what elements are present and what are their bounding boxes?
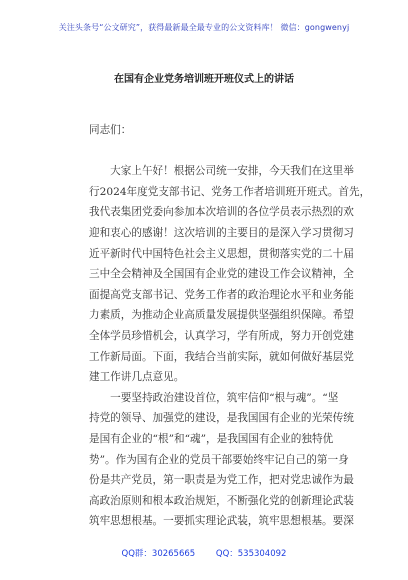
body-line: 筑牢思想根基。一要抓实理论武装，筑牢思想根基。要深	[89, 515, 354, 528]
body-line: 一要坚持政治建设首位，筑牢信仰“根与魂”。“坚	[89, 391, 339, 404]
body-line: 全体学员珍惜机会，认真学习，学有所成，努力开创党建	[89, 329, 354, 342]
footer-qq: QQ：535304092	[215, 549, 287, 559]
body-line: 持党的领导、加强党的建设，是我国国有企业的光荣传统	[89, 412, 354, 425]
document-body	[89, 120, 371, 532]
body-line: 力素质，为推动企业高质量发展提供坚强组织保障。希望	[89, 309, 354, 322]
body-line: 面提高党支部书记、党务工作者的政治理论水平和业务能	[89, 288, 354, 301]
body-line: 工作新局面。下面，我结合当前实际，就如何做好基层党	[89, 350, 354, 363]
body-line: 迎和衷心的感谢！这次培训的主要目的是深入学习贯彻习	[89, 226, 354, 239]
body-line: 三中全会精神及全国国有企业党的建设工作会议精神，全	[89, 268, 354, 281]
body-line: 近平新时代中国特色社会主义思想，贯彻落实党的二十届	[89, 247, 354, 260]
body-line: 建工作讲几点意见。	[89, 371, 185, 384]
body-line: 是国有企业的“根”和“魂”，是我国国有企业的独特优	[89, 432, 334, 445]
body-line: 大家上午好！根据公司统一安排，今天我们在这里举	[89, 165, 354, 178]
body-line	[89, 141, 329, 162]
body-line: 高政治原则和根本政治规矩，不断强化党的创新理论武装	[89, 494, 354, 507]
body-line: 行2024年度党支部书记、党务工作者培训班开班式。首先，	[89, 185, 371, 198]
header-banner: 关注头条号“公文研究”，获得最新最全最专业的公文资料库！ 微信：gongwenyj	[58, 23, 350, 32]
footer-contacts	[0, 547, 408, 559]
body-line: 我代表集团党委向参加本次培训的各位学员表示热烈的欢	[89, 206, 354, 219]
footer-qq-group: QQ群：30265665	[121, 549, 196, 559]
salutation: 同志们：	[89, 124, 132, 136]
body-line: 势”。作为国有企业的党员干部要始终牢记自己的第一身	[89, 453, 349, 466]
body-line: 份是共产党员，第一职责是为党工作，把对党忠诚作为最	[89, 474, 354, 487]
document-title: 在国有企业党务培训班开班仪式上的讲话	[114, 74, 294, 85]
